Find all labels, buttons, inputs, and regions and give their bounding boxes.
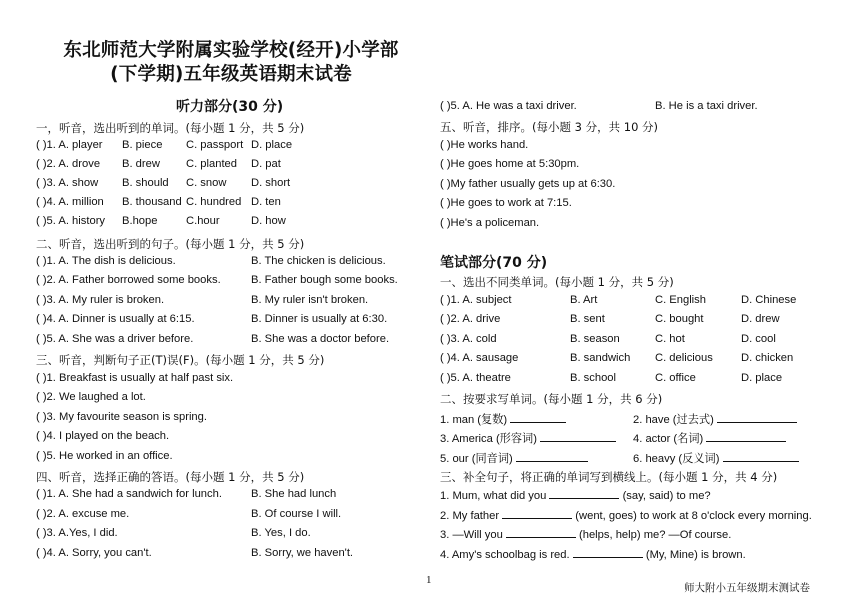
list-item: ( )He works hand. — [440, 139, 529, 151]
item-b: B. should — [122, 177, 169, 189]
answer-blank[interactable] — [717, 412, 797, 423]
item-c: C. office — [655, 372, 696, 384]
answer-blank[interactable] — [573, 547, 643, 558]
item-b: B. Yes, I do. — [251, 527, 311, 539]
item-right — [633, 430, 786, 446]
item-d: D. cool — [741, 333, 776, 345]
sentence-post: (went, goes) to work at 8 o'clock every morning. — [575, 510, 812, 522]
item-b: B. piece — [122, 139, 163, 151]
listening-s5-title: 五、听音，排序。(每小题 3 分，共 10 分) — [440, 120, 659, 134]
item-a: ( )4. A. million — [36, 196, 104, 208]
item-b: B. Dinner is usually at 6:30. — [251, 313, 388, 325]
item-a: ( )1. A. She had a sandwich for lunch. — [36, 488, 222, 500]
sentence-post: (say, said) to me? — [622, 490, 711, 502]
item-b: B. Father bough some books. — [251, 274, 398, 286]
list-item: ( )5. He worked in an office. — [36, 450, 173, 462]
item-b: B. My ruler isn't broken. — [251, 294, 369, 306]
item-a: ( )2. A. Father borrowed some books. — [36, 274, 221, 286]
item-d: D. Chinese — [741, 294, 797, 306]
item-c: C. passport — [186, 139, 244, 151]
item-left — [440, 411, 566, 427]
sentence-post: (My, Mine) is brown. — [645, 549, 746, 561]
item-a: ( )5. A. He was a taxi driver. — [440, 100, 577, 112]
listening-heading: 听力部分(30 分) — [176, 99, 284, 115]
item-b: B. drew — [122, 158, 160, 170]
list-item: ( )3. My favourite season is spring. — [36, 411, 207, 423]
item-d: D. drew — [741, 313, 780, 325]
list-item — [440, 488, 711, 507]
list-item: ( )He goes home at 5:30pm. — [440, 158, 580, 170]
item-right-label: 2. have (过去式) — [633, 414, 714, 426]
listening-s3-title: 三、听音，判断句子正(T)误(F)。(每小题 1 分，共 5 分) — [36, 353, 325, 367]
item-a: ( )1. A. player — [36, 139, 103, 151]
item-a: ( )4. A. Sorry, you can't. — [36, 547, 152, 559]
item-a: ( )2. A. drive — [440, 313, 501, 325]
item-a: ( )3. A. cold — [440, 333, 497, 345]
answer-blank[interactable] — [510, 412, 566, 423]
answer-blank[interactable] — [502, 508, 572, 519]
answer-blank[interactable] — [516, 451, 588, 462]
item-a: ( )3. A.Yes, I did. — [36, 527, 118, 539]
item-b: B. She had lunch — [251, 488, 337, 500]
list-item: ( )My father usually gets up at 6:30. — [440, 178, 616, 190]
list-item: ( )1. Breakfast is usually at half past six. — [36, 372, 234, 384]
listening-s2-title: 二、听音，选出听到的句子。(每小题 1 分，共 5 分) — [36, 237, 305, 251]
list-item: ( )2. We laughed a lot. — [36, 391, 146, 403]
item-d: D. chicken — [741, 352, 794, 364]
exam-title-line2: (下学期)五年级英语期末试卷 — [110, 64, 352, 85]
item-a: ( )4. A. sausage — [440, 352, 519, 364]
answer-blank[interactable] — [506, 527, 576, 538]
written-s1-title: 一、选出不同类单词。(每小题 1 分，共 5 分) — [440, 275, 674, 289]
list-item — [440, 547, 746, 566]
item-b: B. He is a taxi driver. — [655, 100, 758, 112]
item-a: ( )5. A. history — [36, 215, 106, 227]
item-d: D. place — [741, 372, 783, 384]
list-item: ( )4. I played on the beach. — [36, 430, 170, 442]
item-d: D. place — [251, 139, 293, 151]
item-c: C. delicious — [655, 352, 713, 364]
item-b: B. Sorry, we haven't. — [251, 547, 354, 559]
item-left — [440, 450, 588, 466]
list-item — [440, 508, 812, 527]
list-item: ( )He's a policeman. — [440, 217, 540, 229]
item-c: C. hot — [655, 333, 685, 345]
answer-blank[interactable] — [540, 431, 616, 442]
item-a: ( )3. A. show — [36, 177, 99, 189]
item-right — [633, 411, 797, 427]
item-b: B. sandwich — [570, 352, 631, 364]
item-d: D. pat — [251, 158, 281, 170]
written-s2-title: 二、按要求写单词。(每小题 1 分，共 6 分) — [440, 392, 663, 406]
written-s3-title: 三、补全句子，将正确的单词写到横线上。(每小题 1 分，共 4 分) — [440, 470, 778, 484]
item-a: ( )5. A. She was a driver before. — [36, 333, 194, 345]
item-b: B. sent — [570, 313, 605, 325]
item-b: B. Of course I will. — [251, 508, 342, 520]
item-a: ( )4. A. Dinner is usually at 6:15. — [36, 313, 195, 325]
sentence-pre: 1. Mum, what did you — [440, 490, 547, 502]
item-d: D. short — [251, 177, 291, 189]
item-c: C. bought — [655, 313, 704, 325]
item-left — [440, 430, 616, 446]
item-b: B. The chicken is delicious. — [251, 255, 386, 267]
answer-blank[interactable] — [706, 431, 786, 442]
item-right-label: 4. actor (名词) — [633, 433, 704, 445]
item-left-label: 5. our (同音词) — [440, 453, 513, 465]
item-b: B. school — [570, 372, 617, 384]
item-b: B. thousand — [122, 196, 182, 208]
listening-s4-title: 四、听音，选择正确的答语。(每小题 1 分，共 5 分) — [36, 470, 305, 484]
item-d: D. ten — [251, 196, 281, 208]
exam-title-line1: 东北师范大学附属实验学校(经开)小学部 — [63, 40, 399, 61]
item-a: ( )2. A. drove — [36, 158, 101, 170]
item-c: C. planted — [186, 158, 237, 170]
item-right — [633, 450, 799, 466]
page-number: 1 — [426, 574, 432, 586]
item-c: C.hour — [186, 215, 220, 227]
item-left-label: 3. America (形容词) — [440, 433, 537, 445]
item-a: ( )5. A. theatre — [440, 372, 511, 384]
item-a: ( )3. A. My ruler is broken. — [36, 294, 165, 306]
item-b: B. She was a doctor before. — [251, 333, 390, 345]
list-item: ( )He goes to work at 7:15. — [440, 197, 572, 209]
item-d: D. how — [251, 215, 286, 227]
item-b: B. season — [570, 333, 620, 345]
footer-caption: 师大附小五年级期末测试卷 — [684, 582, 810, 594]
item-c: C. English — [655, 294, 706, 306]
answer-blank[interactable] — [549, 488, 619, 499]
answer-blank[interactable] — [723, 451, 799, 462]
sentence-pre: 4. Amy's schoolbag is red. — [440, 549, 570, 561]
item-right-label: 6. heavy (反义词) — [633, 453, 720, 465]
item-c: C. hundred — [186, 196, 242, 208]
sentence-post: (helps, help) me? —Of course. — [579, 529, 732, 541]
item-b: B.hope — [122, 215, 158, 227]
item-a: ( )1. A. The dish is delicious. — [36, 255, 176, 267]
item-left-label: 1. man (复数) — [440, 414, 508, 426]
sentence-pre: 2. My father — [440, 510, 500, 522]
item-b: B. Art — [570, 294, 598, 306]
written-heading: 笔试部分(70 分) — [440, 255, 548, 271]
sentence-pre: 3. —Will you — [440, 529, 503, 541]
item-c: C. snow — [186, 177, 227, 189]
list-item — [440, 527, 731, 546]
item-a: ( )1. A. subject — [440, 294, 512, 306]
listening-s1-title: 一，听音，选出听到的单词。(每小题 1 分，共 5 分) — [36, 121, 305, 135]
item-a: ( )2. A. excuse me. — [36, 508, 130, 520]
